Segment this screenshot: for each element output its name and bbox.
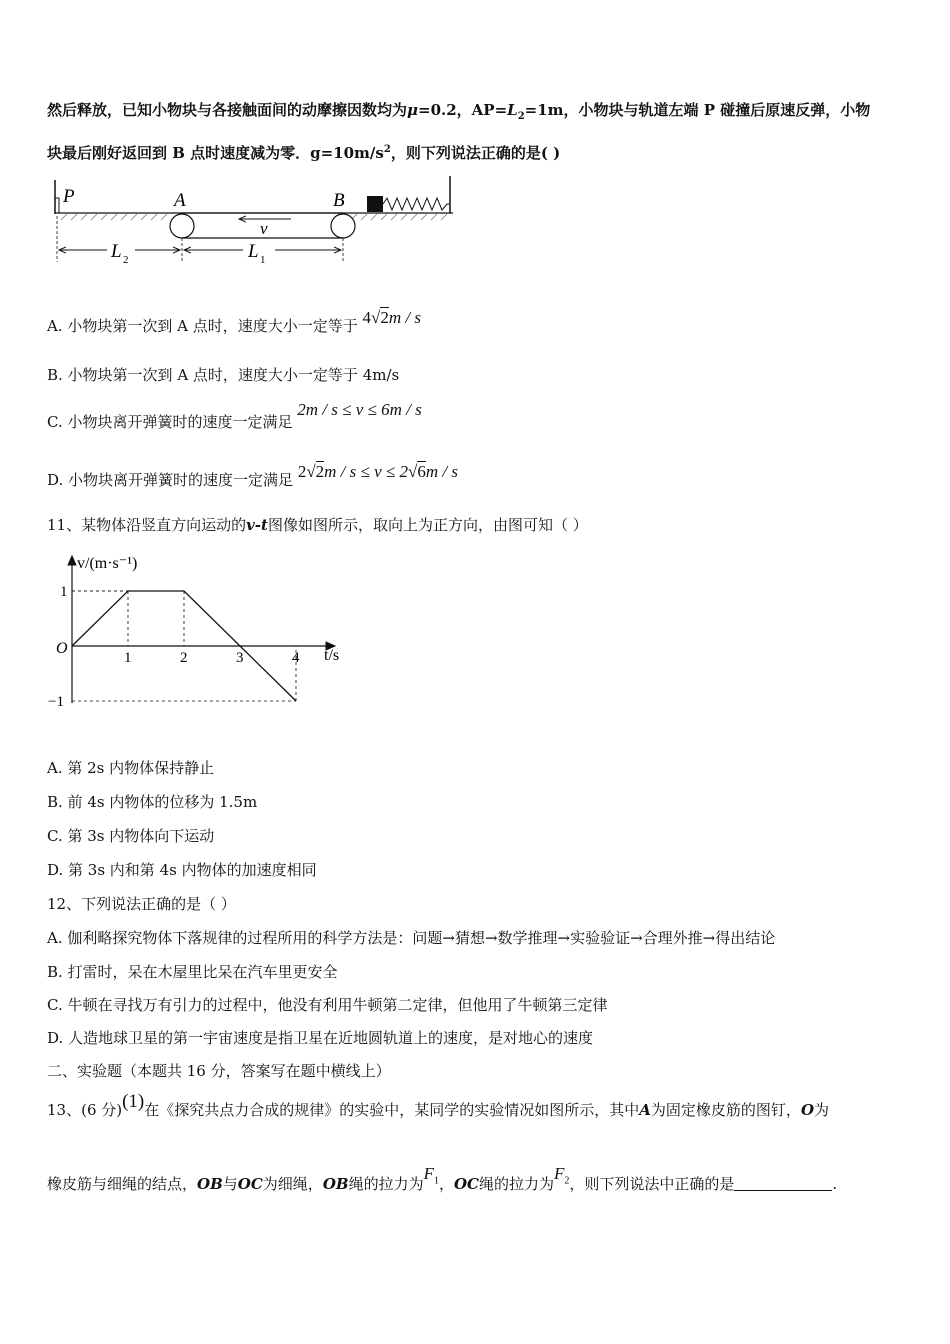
intro-text-2a: 块最后刚好返回到 B 点时速度减为零．g=10m/s	[47, 144, 384, 162]
q13-line2-d: 绳的拉力为	[348, 1175, 424, 1193]
intro-text-2b: ，则下列说法正确的是( )	[390, 144, 561, 162]
block	[367, 196, 383, 212]
q13-f1	[423, 1164, 439, 1187]
spring	[383, 198, 450, 210]
x-tick-label: 2	[180, 650, 188, 666]
q11-option-a[interactable]	[47, 758, 214, 778]
q13-line2-f: 绳的拉力为	[479, 1175, 555, 1193]
q11-option-a-text: A. 第 2s 内物体保持静止	[47, 759, 215, 777]
option-b-text: B. 小物块第一次到 A 点时，速度大小一定等于 4m/s	[47, 366, 400, 384]
q13-line2-b: 与	[222, 1175, 238, 1193]
intro-text-1a: 然后释放，已知小物块与各接触面间的动摩擦因数均为	[47, 101, 408, 119]
q10-option-b[interactable]	[47, 365, 399, 385]
option-a-text: A. 小物块第一次到 A 点时，速度大小一定等于	[47, 317, 358, 335]
q11-stem-a: 11、某物体沿竖直方向运动的	[47, 516, 247, 534]
y-axis-label: v/(m·s⁻¹)	[77, 555, 138, 572]
q12-option-c-text: C. 牛顿在寻找万有引力的过程中，他没有利用牛顿第二定律，但他用了牛顿第三定律	[47, 996, 608, 1014]
x-tick-label: 3	[236, 650, 244, 666]
q10-option-d[interactable]	[47, 462, 458, 490]
x-tick-label: 1	[124, 650, 132, 666]
q10-option-c[interactable]	[47, 400, 422, 432]
intro-text-1c: =1m，小物块与轨道左端 P 碰撞后原速反弹，小物	[524, 101, 871, 119]
q11-option-c[interactable]	[47, 826, 214, 846]
answer-blank[interactable]	[734, 1176, 832, 1191]
x-axis-label: t/s	[324, 647, 340, 664]
q12-stem-text: 12、下列说法正确的是（ ）	[47, 895, 236, 913]
math-radicand-1: 2	[315, 462, 325, 481]
l-symbol: L	[507, 101, 518, 119]
q12-option-b[interactable]	[47, 962, 338, 982]
track-diagram	[45, 172, 465, 272]
q13-o-symbol: O	[800, 1101, 815, 1119]
q13-line2-e: ，	[438, 1175, 454, 1193]
f1-symbol: F	[423, 1164, 434, 1183]
q11-option-d-text: D. 第 3s 内和第 4s 内物体的加速度相同	[47, 861, 317, 879]
q13-f2	[554, 1164, 570, 1187]
q13-line1-b: 为固定橡皮筋的图钉，	[650, 1101, 801, 1119]
q13-line1-c: 为	[814, 1101, 830, 1119]
q13-line2-c: 为细绳，	[262, 1175, 323, 1193]
math-radicand: 2	[380, 308, 389, 327]
q12-option-d-text: D. 人造地球卫星的第一宇宙速度是指卫星在近地圆轨道上的速度，是对地心的速度	[47, 1029, 594, 1047]
option-d-math: 2√2m / s ≤ v ≤ 2√6m / s	[297, 462, 458, 481]
q12-option-a[interactable]	[47, 928, 775, 948]
math-coef: 4	[362, 308, 372, 327]
q13-line2-end: .	[832, 1175, 838, 1193]
l2-label: L	[111, 241, 122, 262]
q12-option-d[interactable]	[47, 1028, 593, 1048]
origin-label: O	[56, 640, 68, 657]
roller-a	[170, 214, 194, 238]
math-coef-1: 2	[297, 462, 307, 481]
q13-part-number: (1)	[122, 1091, 145, 1112]
q11-option-b[interactable]	[47, 792, 257, 812]
q11-stem-b: 图像如图所示，取向上为正方向，由图可知（ ）	[267, 516, 588, 534]
q13-line1-text: 在《探究共点力合成的规律》的实验中，某同学的实验情况如图所示，其中	[144, 1101, 640, 1119]
vt-label: v-t	[246, 516, 268, 534]
l2-sub: 2	[123, 254, 129, 266]
roller-b	[331, 214, 355, 238]
q10-option-a[interactable]	[47, 308, 421, 336]
vt-chart	[40, 548, 360, 718]
q12-option-c[interactable]	[47, 995, 607, 1015]
point-b-label: B	[333, 190, 345, 211]
math-mid: m / s ≤ v ≤ 2	[324, 462, 408, 481]
q13-line2-a: 橡皮筋与细绳的结点，	[47, 1175, 198, 1193]
intro-sup: 2	[383, 144, 391, 155]
section-2-title-text: 二、实验题（本题共 16 分，答案写在题中横线上）	[47, 1062, 391, 1080]
point-a-label: A	[174, 190, 186, 211]
q13-oc-symbol-2: OC	[453, 1175, 479, 1193]
option-a-math: 4√2m / s	[362, 308, 421, 327]
f2-symbol: F	[554, 1164, 565, 1183]
q13-line-1	[47, 1091, 830, 1120]
intro-line-2	[47, 140, 560, 163]
velocity-label: v	[260, 219, 268, 238]
q12-option-b-text: B. 打雷时，呆在木屋里比呆在汽车里更安全	[47, 963, 338, 981]
x-tick-label: 4	[292, 650, 300, 666]
q13-line-2	[47, 1164, 838, 1201]
section-2-title	[47, 1061, 391, 1081]
l1-sub: 1	[260, 254, 266, 266]
math-radicand-2: 6	[417, 462, 426, 481]
q13-line2-g: ，则下列说法中正确的是	[569, 1175, 735, 1193]
option-c-text: C. 小物块离开弹簧时的速度一定满足	[47, 413, 293, 431]
q11-option-d[interactable]	[47, 860, 317, 880]
intro-text-1b: =0.2，AP=	[418, 101, 508, 119]
q13-oc-symbol: OC	[237, 1175, 263, 1193]
f2-sub: 2	[564, 1175, 570, 1187]
q13-a-symbol: A	[639, 1101, 651, 1119]
l1-label: L	[248, 241, 259, 262]
q13-ob-symbol: OB	[197, 1175, 223, 1193]
q13-ob-symbol-2: OB	[322, 1175, 349, 1193]
intro-line-1	[47, 100, 870, 127]
l-sub: 2	[517, 111, 525, 122]
f1-sub: 1	[433, 1175, 439, 1187]
q13-number: 13、(6 分)	[47, 1101, 123, 1119]
q11-stem	[47, 515, 588, 535]
mu-symbol: μ	[407, 101, 418, 119]
q12-stem	[47, 894, 236, 914]
math-unit: m / s	[388, 308, 421, 327]
y-tick-label: 1	[60, 584, 68, 600]
option-c-math: 2m / s ≤ v ≤ 6m / s	[297, 400, 422, 419]
q11-option-b-text: B. 前 4s 内物体的位移为 1.5m	[47, 793, 258, 811]
math-unit-2: m / s	[425, 462, 458, 481]
q11-option-c-text: C. 第 3s 内物体向下运动	[47, 827, 215, 845]
y-tick-label: −1	[48, 694, 64, 710]
q12-option-a-text: A. 伽利略探究物体下落规律的过程所用的科学方法是：问题→猜想→数学推理→实验验证→合理外推→得出结论	[47, 929, 776, 947]
option-d-text: D. 小物块离开弹簧时的速度一定满足	[47, 471, 294, 489]
point-p-label: P	[63, 186, 75, 207]
